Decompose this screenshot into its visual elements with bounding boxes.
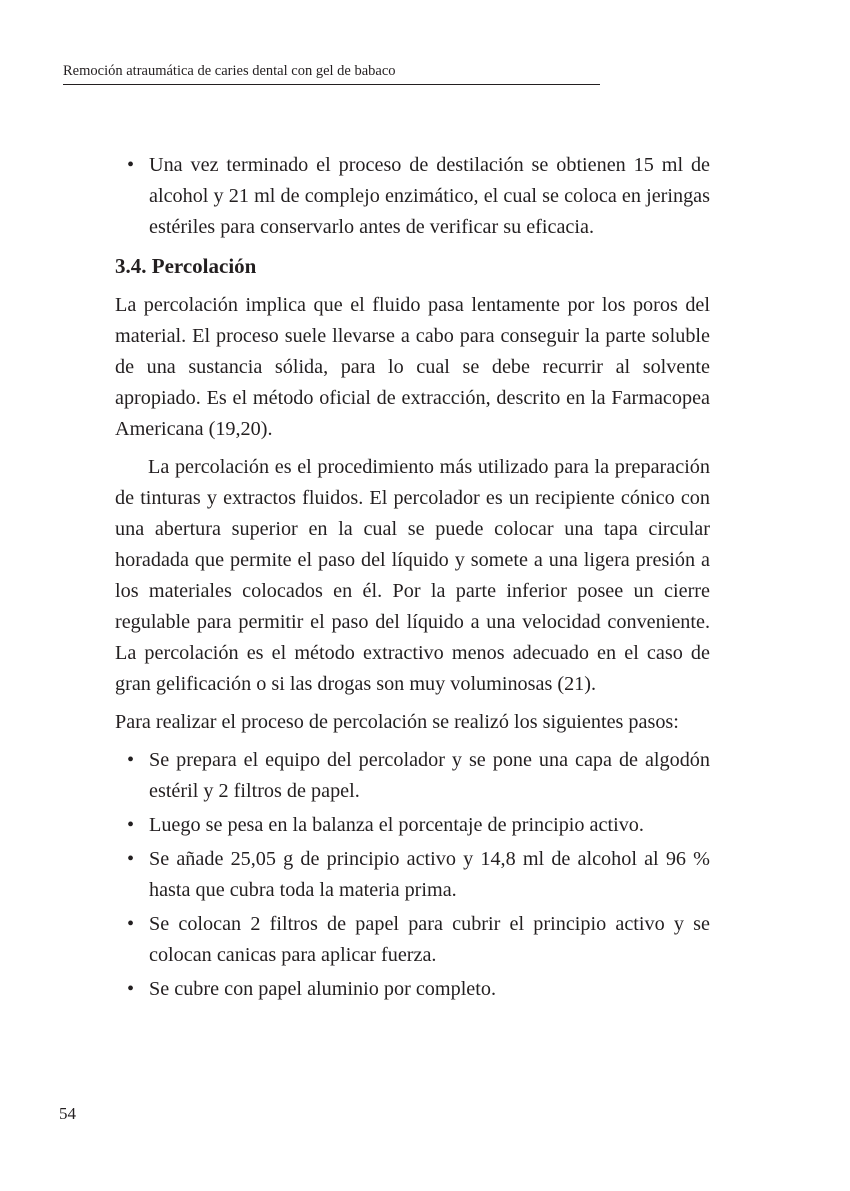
list-item-text: Se añade 25,05 g de principio activo y 14,8 ml de alcohol al 96 % hasta que cubra toda la materia prima. <box>149 848 710 901</box>
paragraph: Para realizar el proceso de percolación se realizó los siguientes pasos: <box>115 711 679 733</box>
list-item <box>115 909 710 971</box>
list-item-text: Una vez terminado el proceso de destilación se obtienen 15 ml de alcohol y 21 ml de complejo enzimático, el cual se coloca en jeringas estériles para conservarlo antes de verificar su eficacia. <box>149 154 710 238</box>
list-item-text: Se cubre con papel aluminio por completo. <box>149 978 497 1000</box>
section-heading: 3.4. Percolación <box>115 254 257 278</box>
running-header <box>63 62 600 85</box>
list-item <box>115 745 710 807</box>
paragraph: La percolación implica que el fluido pasa lentamente por los poros del material. El proceso suele llevarse a cabo para conseguir la parte soluble de una sustancia sólida, para lo cual se debe recurrir al solvente apropiado. Es el método oficial de extracción, descrito en la Farmacopea Americana (19,20). <box>115 294 710 440</box>
distillation-bullet-list <box>115 150 710 243</box>
bullet-icon: • <box>127 154 135 176</box>
running-header-title: Remoción atraumática de caries dental con gel de babaco <box>63 63 396 79</box>
list-item <box>115 974 710 1005</box>
list-item <box>115 810 710 841</box>
bullet-icon: • <box>127 978 135 1000</box>
paragraph: La percolación es el procedimiento más utilizado para la preparación de tinturas y extractos fluidos. El percolador es un recipiente cónico con una abertura superior en la cual se puede colocar una tapa circular horadada que permite el paso del líquido y somete a una ligera presión a los materiales colocados en él. Por la parte inferior posee un cierre regulable para permitir el paso del líquido a una velocidad conveniente. La percolación es el método extractivo menos adecuado en el caso de gran gelificación o si las drogas son muy voluminosas (21). <box>115 456 710 695</box>
list-item <box>115 150 710 243</box>
page-number: 54 <box>59 1104 76 1123</box>
bullet-icon: • <box>127 913 135 935</box>
bullet-icon: • <box>127 814 135 836</box>
bullet-icon: • <box>127 848 135 870</box>
list-item-text: Se colocan 2 filtros de papel para cubrir el principio activo y se colocan canicas para aplicar fuerza. <box>149 913 710 966</box>
bullet-icon: • <box>127 749 135 771</box>
percolation-steps-list <box>115 745 710 1005</box>
list-item <box>115 844 710 906</box>
list-item-text: Se prepara el equipo del percolador y se pone una capa de algodón estéril y 2 filtros de papel. <box>149 749 710 802</box>
list-item-text: Luego se pesa en la balanza el porcentaje de principio activo. <box>149 814 644 836</box>
page-content <box>115 150 710 1013</box>
